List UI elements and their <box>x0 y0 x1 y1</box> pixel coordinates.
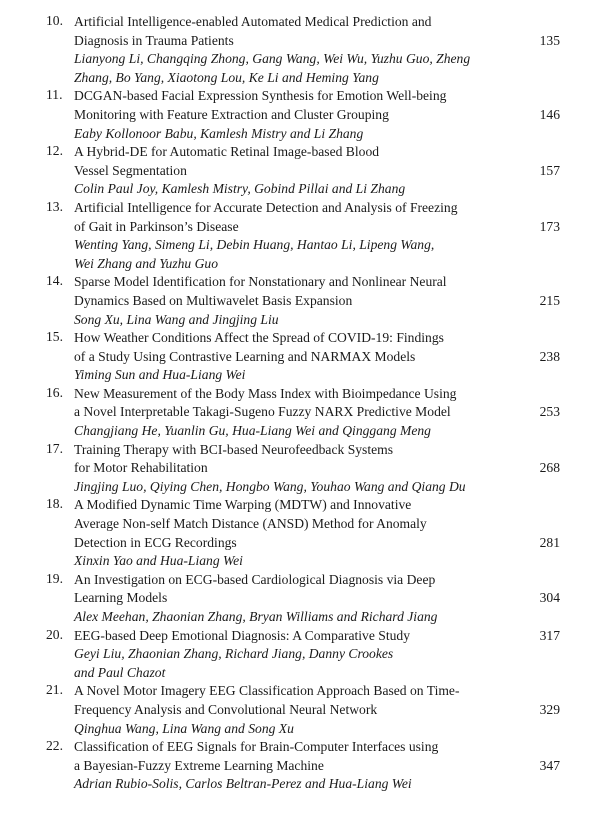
toc-entry-18 <box>0 496 604 570</box>
entry-title-line: Vessel Segmentation 157 <box>0 162 604 181</box>
entry-number: 12. <box>46 143 63 159</box>
entry-title-line: New Measurement of the Body Mass Index with Bioimpedance Using <box>74 385 457 401</box>
page-number: 304 <box>539 590 560 606</box>
entry-number: 21. <box>46 682 63 698</box>
entry-number: 15. <box>46 329 63 345</box>
entry-authors-line: Xinxin Yao and Hua-Liang Wei <box>74 553 243 569</box>
page-number: 329 <box>539 701 560 717</box>
page-number: 347 <box>539 757 560 773</box>
entry-title-line: a Bayesian-Fuzzy Extreme Learning Machine 347 <box>0 757 604 776</box>
entry-authors-line: Zhang, Bo Yang, Xiaotong Lou, Ke Li and Heming Yang <box>74 69 379 85</box>
toc-entry-21 <box>0 682 604 738</box>
entry-number: 20. <box>46 626 63 642</box>
page-number: 135 <box>539 32 560 48</box>
entry-authors-line: Song Xu, Lina Wang and Jingjing Liu <box>74 311 279 327</box>
entry-title-line: of a Study Using Contrastive Learning and NARMAX Models 238 <box>0 348 604 367</box>
entry-title-line: A Novel Motor Imagery EEG Classification Approach Based on Time- <box>74 683 460 699</box>
entry-authors-line: Qinghua Wang, Lina Wang and Song Xu <box>74 720 294 736</box>
entry-title-line: a Novel Interpretable Takagi-Sugeno Fuzzy NARX Predictive Model 253 <box>0 403 604 422</box>
entry-number: 18. <box>46 496 63 512</box>
toc-entry-13 <box>0 199 604 273</box>
entry-title-line: DCGAN-based Facial Expression Synthesis for Emotion Well-being <box>74 88 447 104</box>
entry-authors-line: Changjiang He, Yuanlin Gu, Hua-Liang Wei and Qinggang Meng <box>74 423 431 439</box>
page-number: 146 <box>539 106 560 122</box>
entry-number: 22. <box>46 738 63 754</box>
entry-number: 16. <box>46 384 63 400</box>
toc-entry-17 <box>0 441 604 497</box>
entry-authors-line: Geyi Liu, Zhaonian Zhang, Richard Jiang, Danny Crookes <box>74 646 394 662</box>
toc-entry-12 <box>0 143 604 199</box>
entry-title-line: Learning Models 304 <box>0 589 604 608</box>
toc-entry-14 <box>0 273 604 329</box>
entry-authors-line: Jingjing Luo, Qiying Chen, Hongbo Wang, Youhao Wang and Qiang Du <box>74 478 466 494</box>
page-number: 281 <box>539 534 560 550</box>
entry-number: 11. <box>46 87 63 103</box>
entry-title-line: Frequency Analysis and Convolutional Neural Network 329 <box>0 701 604 720</box>
page-number: 157 <box>539 162 560 178</box>
entry-title-line: Dynamics Based on Multiwavelet Basis Expansion 215 <box>0 292 604 311</box>
entry-authors-line: Lianyong Li, Changqing Zhong, Gang Wang, Wei Wu, Yuzhu Guo, Zheng <box>74 51 471 67</box>
page-number: 173 <box>539 218 560 234</box>
page-number: 215 <box>539 292 560 308</box>
toc-entry-19 <box>0 571 604 627</box>
entry-title-line: Artificial Intelligence for Accurate Detection and Analysis of Freezing <box>74 199 458 215</box>
entry-authors-line: and Paul Chazot <box>74 664 166 680</box>
page-number: 317 <box>539 627 560 643</box>
entry-title-line: Artificial Intelligence-enabled Automated Medical Prediction and <box>74 14 432 29</box>
entry-title-line: Average Non-self Match Distance (ANSD) Method for Anomaly <box>74 516 427 532</box>
entry-title-line: How Weather Conditions Affect the Spread of COVID-19: Findings <box>74 330 444 346</box>
entry-number: 13. <box>46 198 63 214</box>
page-number: 238 <box>539 348 560 364</box>
entry-title-line: EEG-based Deep Emotional Diagnosis: A Comparative Study 317 <box>0 627 604 646</box>
entry-title-line: of Gait in Parkinson’s Disease 173 <box>0 218 604 237</box>
entry-title-line: A Modified Dynamic Time Warping (MDTW) and Innovative <box>74 497 412 513</box>
toc-entry-10 <box>0 13 604 87</box>
entry-authors-line: Adrian Rubio-Solis, Carlos Beltran-Perez and Hua-Liang Wei <box>74 776 412 792</box>
toc-entry-20 <box>0 627 604 683</box>
entry-title-line: Detection in ECG Recordings 281 <box>0 534 604 553</box>
entry-title-line: for Motor Rehabilitation 268 <box>0 459 604 478</box>
entry-authors-line: Eaby Kollonoor Babu, Kamlesh Mistry and Li Zhang <box>74 125 364 141</box>
entry-authors-line: Alex Meehan, Zhaonian Zhang, Bryan Williams and Richard Jiang <box>74 609 438 624</box>
entry-title-line: Monitoring with Feature Extraction and Cluster Grouping 146 <box>0 106 604 125</box>
page-number: 268 <box>539 460 560 476</box>
entry-number: 14. <box>46 273 63 289</box>
entry-authors-line: Wei Zhang and Yuzhu Guo <box>74 255 219 271</box>
page-number: 253 <box>539 404 560 420</box>
toc-entry-15 <box>0 329 604 385</box>
entry-number: 10. <box>46 13 63 28</box>
entry-number: 19. <box>46 570 63 586</box>
toc-entry-16 <box>0 385 604 441</box>
entry-title-line: An Investigation on ECG-based Cardiological Diagnosis via Deep <box>74 571 436 587</box>
entry-title-line: Training Therapy with BCI-based Neurofeedback Systems <box>74 441 394 457</box>
entry-title-line: Classification of EEG Signals for Brain-Computer Interfaces using <box>74 739 439 755</box>
toc-entry-11 <box>0 87 604 143</box>
entry-title-line: Diagnosis in Trauma Patients 135 <box>0 32 604 51</box>
entry-authors-line: Wenting Yang, Simeng Li, Debin Huang, Hantao Li, Lipeng Wang, <box>74 237 435 253</box>
entry-title-line: Sparse Model Identification for Nonstationary and Nonlinear Neural <box>74 274 447 290</box>
entry-title-line: A Hybrid-DE for Automatic Retinal Image-based Blood <box>74 144 380 160</box>
toc-entry-22 <box>0 738 604 794</box>
entry-authors-line: Yiming Sun and Hua-Liang Wei <box>74 367 246 383</box>
table-of-contents <box>0 13 604 794</box>
entry-number: 17. <box>46 440 63 456</box>
entry-authors-line: Colin Paul Joy, Kamlesh Mistry, Gobind Pillai and Li Zhang <box>74 181 406 197</box>
